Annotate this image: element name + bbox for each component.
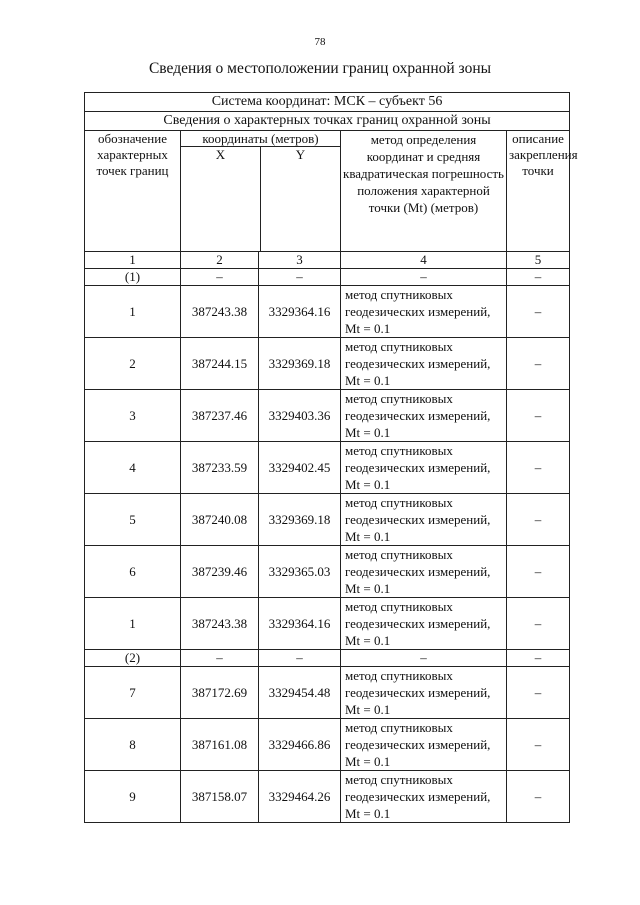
coordinate-y: 3329365.03 [259,546,341,598]
section-dash: – [181,269,259,286]
section-dash: – [181,650,259,667]
coordinate-x: 387243.38 [181,598,259,650]
point-number: 6 [85,546,181,598]
coordinate-x: 387158.07 [181,771,259,823]
coordinate-x: 387233.59 [181,442,259,494]
table-row [85,390,570,442]
coordinate-y: 3329403.36 [259,390,341,442]
point-number: 1 [85,598,181,650]
section-row [85,269,570,286]
point-number: 3 [85,390,181,442]
fixing-description: – [507,338,570,390]
table-row [85,546,570,598]
table-row [85,719,570,771]
method-description: метод спутниковых геодезических измерений, Mt = 0.1 [341,546,507,598]
header-y: Y [295,147,306,162]
section-dash: – [341,269,507,286]
section-label: (2) [85,650,181,667]
subtitle-row [85,112,570,131]
section-row [85,650,570,667]
column-number: 5 [507,252,570,269]
method-description: метод спутниковых геодезических измерений, Mt = 0.1 [341,667,507,719]
coordinate-x: 387243.38 [181,286,259,338]
coordinate-y: 3329464.26 [259,771,341,823]
coordinate-y: 3329369.18 [259,494,341,546]
coordinate-y: 3329364.16 [259,286,341,338]
table-row [85,667,570,719]
section-dash: – [341,650,507,667]
coordinate-y: 3329466.86 [259,719,341,771]
system-row [85,93,570,112]
table-row [85,598,570,650]
column-number: 1 [85,252,181,269]
section-dash: – [507,269,570,286]
coordinates-table [84,92,578,823]
column-number: 2 [181,252,259,269]
fixing-description: – [507,390,570,442]
section-dash: – [259,269,341,286]
method-description: метод спутниковых геодезических измерений, Mt = 0.1 [341,494,507,546]
section-label: (1) [85,269,181,286]
fixing-description: – [507,598,570,650]
method-description: метод спутниковых геодезических измерений, Mt = 0.1 [341,390,507,442]
coordinate-y: 3329454.48 [259,667,341,719]
table-row [85,494,570,546]
table-row [85,286,570,338]
column-number-row [85,252,570,269]
coordinate-system-title: Система координат: МСК – субъект 56 [85,93,570,112]
fixing-description: – [507,442,570,494]
header-description: описание закрепления точки [507,131,570,252]
header-coordinates-label: координаты (метров) [181,131,340,147]
method-description: метод спутниковых геодезических измерений, Mt = 0.1 [341,598,507,650]
table-row [85,338,570,390]
point-number: 5 [85,494,181,546]
fixing-description: – [507,719,570,771]
fixing-description: – [507,771,570,823]
method-description: метод спутниковых геодезических измерений, Mt = 0.1 [341,442,507,494]
coordinate-x: 387239.46 [181,546,259,598]
column-number: 3 [259,252,341,269]
fixing-description: – [507,667,570,719]
point-number: 2 [85,338,181,390]
method-description: метод спутниковых геодезических измерений, Mt = 0.1 [341,338,507,390]
section-dash: – [507,650,570,667]
coordinate-x: 387161.08 [181,719,259,771]
coordinate-x: 387237.46 [181,390,259,442]
coordinate-y: 3329402.45 [259,442,341,494]
header-coordinates [181,131,341,252]
header-method: метод определения координат и средняя квадратическая погрешность положения характерной точки (Mt) (метров) [341,131,507,252]
point-number: 8 [85,719,181,771]
column-number: 4 [341,252,507,269]
coordinate-x: 387172.69 [181,667,259,719]
header-x: X [181,147,261,251]
point-number: 4 [85,442,181,494]
fixing-description: – [507,546,570,598]
header-point-designation: обозначение характерных точек границ [85,131,181,252]
fixing-description: – [507,286,570,338]
method-description: метод спутниковых геодезических измерений, Mt = 0.1 [341,771,507,823]
coordinate-y: 3329364.16 [259,598,341,650]
coordinate-y: 3329369.18 [259,338,341,390]
coordinate-x: 387244.15 [181,338,259,390]
header-row [85,131,570,252]
page-number: 78 [314,36,326,48]
point-number: 7 [85,667,181,719]
table-subtitle: Сведения о характерных точках границ охранной зоны [85,112,570,131]
method-description: метод спутниковых геодезических измерений, Mt = 0.1 [341,286,507,338]
document-title: Сведения о местоположении границ охранной зоны [148,60,492,77]
section-dash: – [259,650,341,667]
fixing-description: – [507,494,570,546]
point-number: 1 [85,286,181,338]
coordinate-x: 387240.08 [181,494,259,546]
table-row [85,771,570,823]
point-number: 9 [85,771,181,823]
method-description: метод спутниковых геодезических измерений, Mt = 0.1 [341,719,507,771]
coordinates-table-body [85,93,578,823]
table-row [85,442,570,494]
